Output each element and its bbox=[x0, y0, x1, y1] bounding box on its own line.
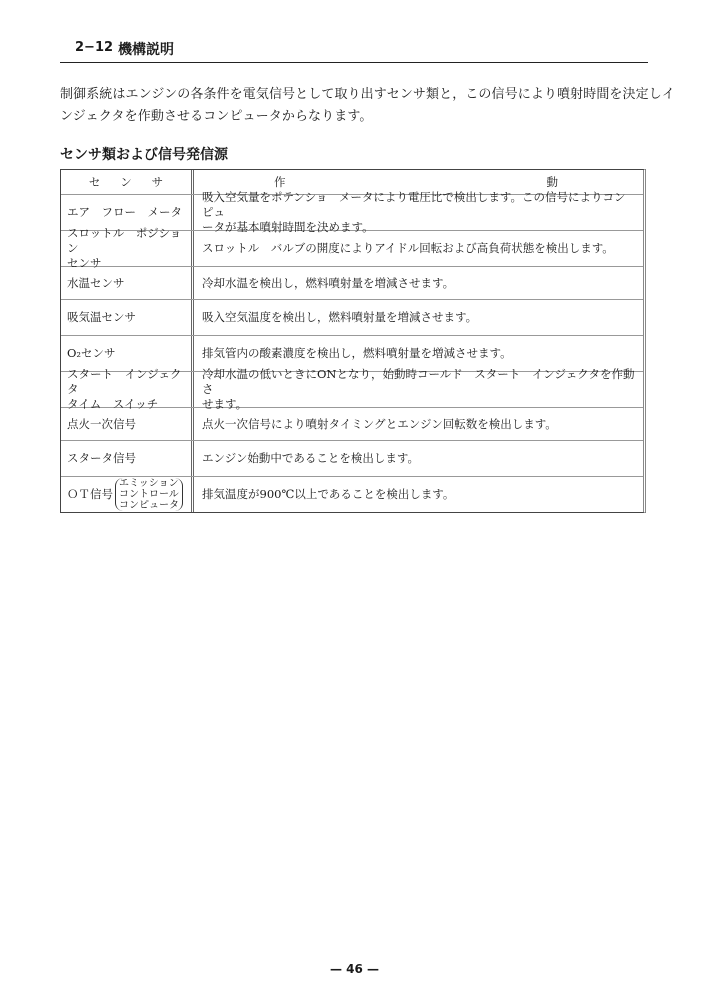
table-row bbox=[61, 266, 643, 299]
sensor-cell bbox=[61, 267, 194, 299]
table-row bbox=[61, 440, 643, 476]
sensor-label: スタータ信号 bbox=[67, 451, 136, 465]
action-text: エンジン始動中であることを検出します。 bbox=[202, 451, 420, 465]
action-cell bbox=[194, 367, 643, 411]
action-text: スロットル バルブの開度によりアイドル回転および高負荷状態を検出します。 bbox=[202, 241, 614, 255]
action-cell bbox=[194, 441, 643, 476]
sensor-line: スタート インジェクタ bbox=[67, 367, 182, 396]
action-text: 冷却水温を検出し，燃料噴射量を増減させます。 bbox=[202, 275, 455, 290]
intro-line-2: ンジェクタを作動させるコンピュータからなります。 bbox=[60, 109, 373, 124]
header-action-char: 作 bbox=[274, 174, 286, 189]
sensor-table bbox=[60, 169, 646, 513]
action-text bbox=[202, 190, 635, 235]
action-cell bbox=[194, 231, 643, 266]
intro-line-1: 制御系統はエンジンの各条件を電気信号として取り出すセンサ類と，この信号により噴射時間を決定しイ bbox=[60, 87, 675, 102]
sensor-cell bbox=[61, 195, 194, 230]
action-text: 吸入空気温度を検出し，燃料噴射量を増減させます。 bbox=[202, 310, 478, 324]
sensor-line: センサ bbox=[67, 256, 102, 270]
action-cell bbox=[194, 300, 643, 335]
action-line: せます。 bbox=[202, 397, 248, 411]
table-row bbox=[61, 335, 643, 371]
ot-source-line: コンピュータ bbox=[119, 500, 179, 511]
sensor-line: タイム スイッチ bbox=[67, 397, 159, 411]
page-number: — 46 — bbox=[329, 962, 380, 976]
table-row bbox=[61, 299, 643, 335]
table-heading: センサ類および信号発信源 bbox=[60, 147, 228, 163]
table-row bbox=[61, 367, 643, 411]
sensor-line: スロットル ポジション bbox=[67, 226, 182, 255]
action-cell bbox=[194, 267, 643, 299]
ot-signal-label bbox=[67, 478, 183, 511]
table-row bbox=[61, 476, 643, 512]
action-text bbox=[202, 367, 635, 412]
section-title-header: 機構説明 bbox=[118, 42, 174, 58]
sensor-label bbox=[67, 367, 185, 412]
ot-signal-source bbox=[115, 478, 183, 511]
sensor-label bbox=[67, 226, 185, 271]
section-number: 2−12 bbox=[75, 40, 114, 55]
action-cell bbox=[194, 336, 643, 371]
header-sensor bbox=[61, 170, 194, 194]
sensor-cell bbox=[61, 226, 194, 270]
sensor-cell bbox=[61, 300, 194, 335]
action-line: 吸入空気量をポテンショ メータにより電圧比で検出します。この信号によりコンピュ bbox=[202, 190, 626, 219]
header-sensor-char: サ bbox=[151, 174, 164, 189]
sensor-label: 点火一次信号 bbox=[67, 416, 136, 431]
sensor-cell bbox=[61, 336, 194, 371]
action-cell bbox=[194, 477, 643, 512]
table-row bbox=[61, 190, 643, 234]
action-line: ータが基本噴射時間を決めます。 bbox=[202, 220, 374, 234]
sensor-cell bbox=[61, 367, 194, 411]
sensor-cell bbox=[61, 408, 194, 440]
sensor-label: 吸気温センサ bbox=[67, 310, 136, 324]
intro-paragraph bbox=[60, 84, 675, 128]
table-row bbox=[61, 407, 643, 440]
header-sensor-char: ン bbox=[120, 174, 132, 189]
sensor-cell bbox=[61, 441, 194, 476]
section-header bbox=[60, 38, 648, 63]
action-line: 冷却水温の低いときにONとなり，始動時コールド スタート インジェクタを作動さ bbox=[202, 367, 635, 396]
sensor-label: 水温センサ bbox=[67, 275, 125, 290]
action-cell bbox=[194, 408, 643, 440]
action-text: 排気温度が900℃以上であることを検出します。 bbox=[202, 487, 455, 501]
action-text: 排気管内の酸素濃度を検出し，燃料噴射量を増減させます。 bbox=[202, 346, 512, 360]
ot-signal-name: ＯＴ信号 bbox=[67, 487, 113, 501]
ot-source-line: エミッション bbox=[119, 478, 179, 489]
header-sensor-char: セ bbox=[88, 174, 101, 189]
ot-source-line: コントロール bbox=[119, 489, 179, 500]
sensor-cell bbox=[61, 477, 194, 512]
header-action-char: 動 bbox=[546, 174, 558, 189]
action-text: 点火一次信号により噴射タイミングとエンジン回転数を検出します。 bbox=[202, 416, 557, 431]
sensor-label: エア フロー メータ bbox=[67, 205, 182, 219]
sensor-label: O₂センサ bbox=[67, 346, 116, 360]
action-cell bbox=[194, 190, 643, 234]
